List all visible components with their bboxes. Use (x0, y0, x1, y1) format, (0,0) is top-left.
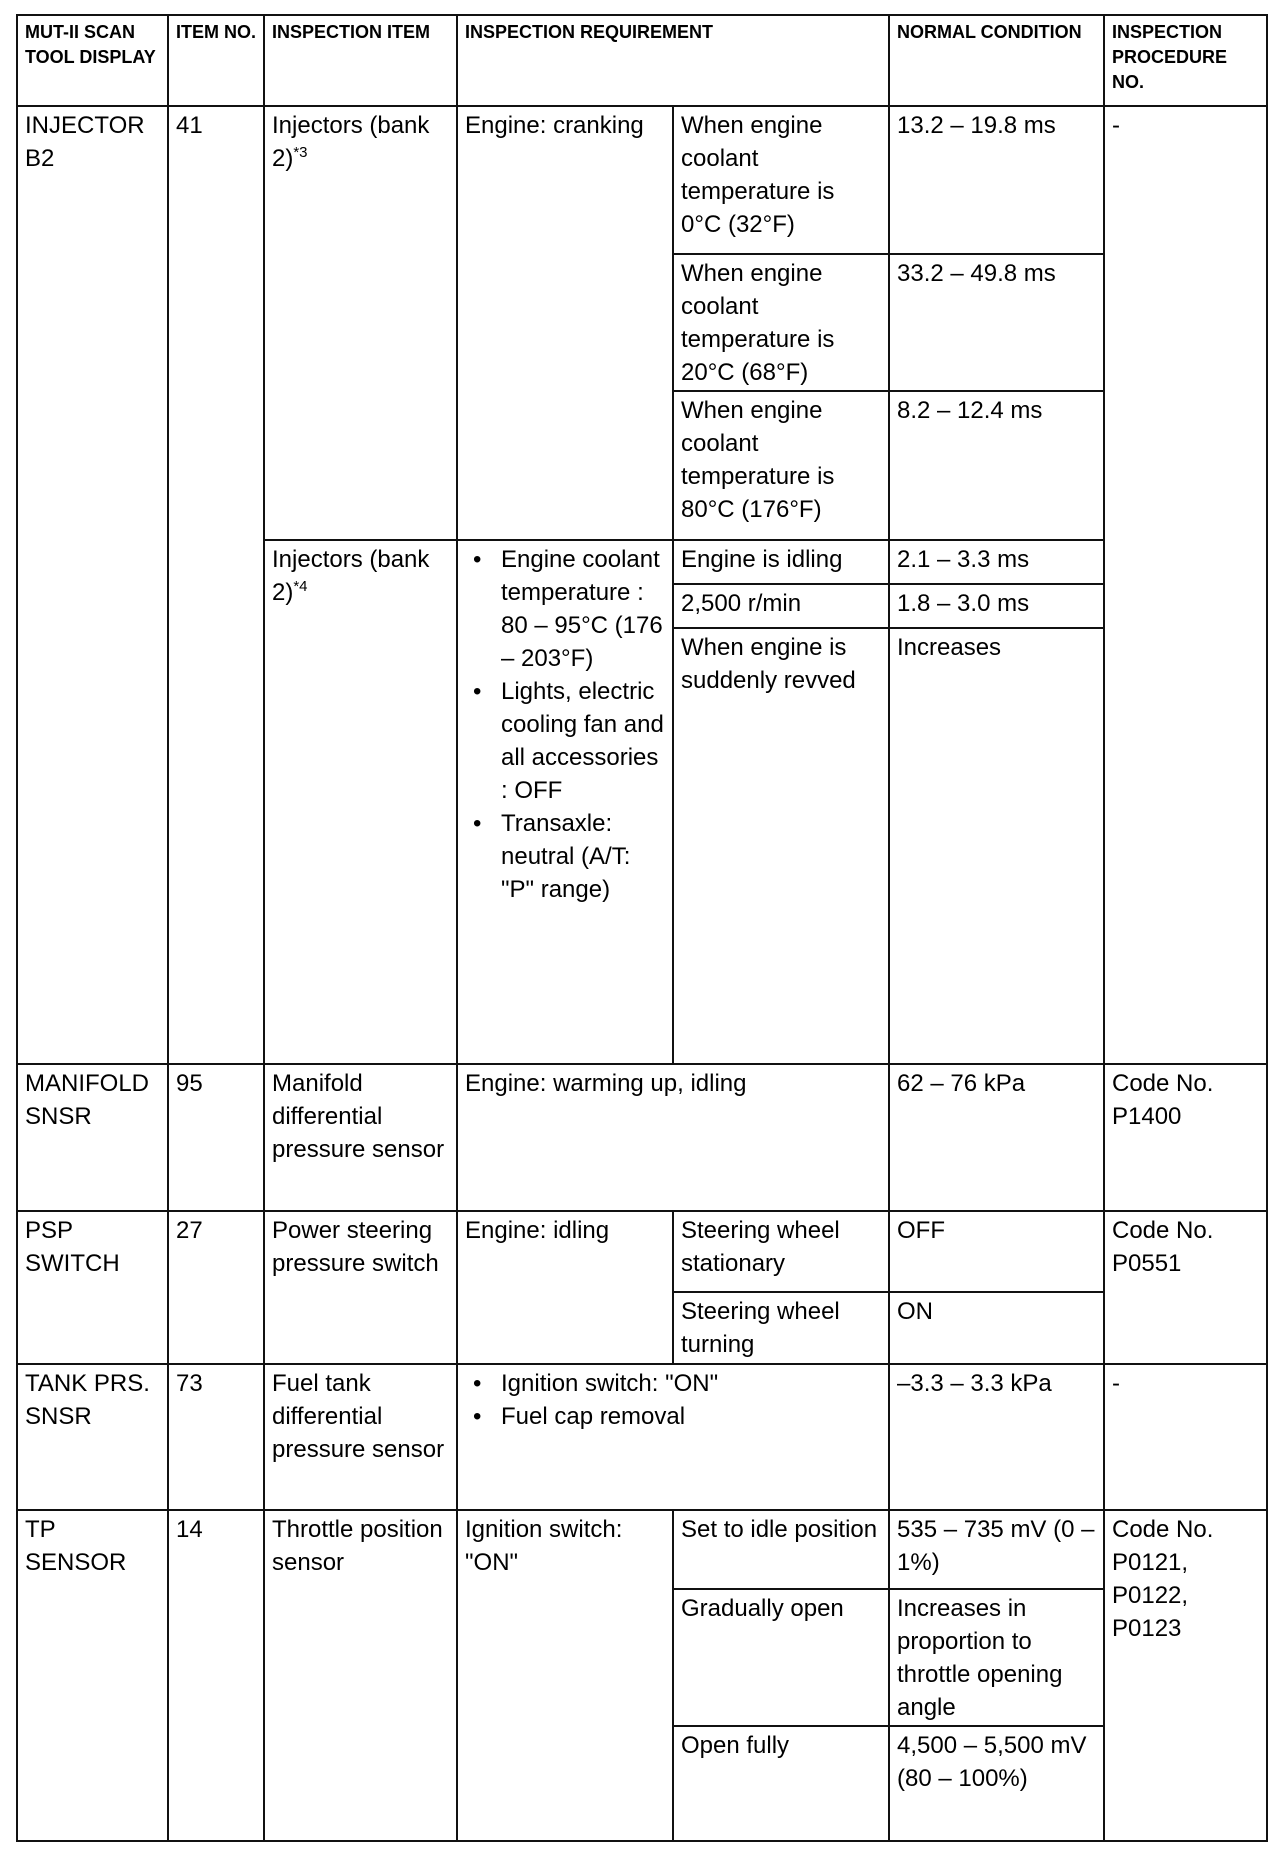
procedure-tank: - (1104, 1364, 1267, 1510)
normal-cell: ON (889, 1292, 1104, 1364)
condition-cell: When engine coolant temperature is 80°C (176°F) (673, 391, 889, 539)
procedure-injector: - (1104, 106, 1267, 1064)
header-procedure-no: INSPECTION PROCEDURE NO. (1104, 15, 1267, 106)
inspection-table (16, 14, 1268, 1842)
condition-cell: When engine coolant temperature is 0°C (32°F) (673, 106, 889, 254)
condition-cell: Engine is idling (673, 540, 889, 584)
item-psp-switch: Power steering pressure switch (264, 1211, 457, 1363)
item-no-tank: 73 (168, 1364, 264, 1510)
list-item: • Fuel cap removal (465, 1400, 881, 1433)
display-psp-switch: PSP SWITCH (17, 1211, 168, 1363)
normal-cell: 62 – 76 kPa (889, 1064, 1104, 1211)
requirement-psp: Engine: idling (457, 1211, 673, 1363)
header-item-no: ITEM NO. (168, 15, 264, 106)
table-row (17, 1211, 1267, 1292)
item-throttle-sensor: Throttle position sensor (264, 1510, 457, 1841)
condition-cell: Set to idle position (673, 1510, 889, 1589)
header-inspection-requirement: INSPECTION REQUIREMENT (457, 15, 889, 106)
item-injectors-idling (264, 540, 457, 1065)
requirement-tank (457, 1364, 889, 1510)
procedure-manifold: Code No. P1400 (1104, 1064, 1267, 1211)
condition-cell: Steering wheel stationary (673, 1211, 889, 1292)
item-no-psp: 27 (168, 1211, 264, 1363)
requirement-bullet-list (465, 1367, 881, 1433)
display-tank-prs-snsr: TANK PRS. SNSR (17, 1364, 168, 1510)
footnote-mark: *3 (293, 143, 308, 161)
normal-cell: OFF (889, 1211, 1104, 1292)
condition-cell: Gradually open (673, 1589, 889, 1726)
normal-cell: Increases (889, 628, 1104, 1064)
item-label: Injectors (bank 2) (272, 111, 430, 172)
header-row (17, 15, 1267, 106)
table-row (17, 1364, 1267, 1510)
normal-cell: 8.2 – 12.4 ms (889, 391, 1104, 539)
table-row (17, 106, 1267, 254)
list-item: • Engine coolant temperature : 80 – 95°C (176 – 203°F) (465, 543, 665, 675)
procedure-psp: Code No. P0551 (1104, 1211, 1267, 1363)
table-row (17, 1064, 1267, 1211)
item-no-tp: 14 (168, 1510, 264, 1841)
requirement-warm-idle (457, 540, 673, 1065)
normal-cell: 2.1 – 3.3 ms (889, 540, 1104, 584)
condition-cell: 2,500 r/min (673, 584, 889, 628)
list-item: • Lights, electric cooling fan and all accessories : OFF (465, 675, 665, 807)
normal-cell: 535 – 735 mV (0 – 1%) (889, 1510, 1104, 1589)
header-normal-condition: NORMAL CONDITION (889, 15, 1104, 106)
header-inspection-item: INSPECTION ITEM (264, 15, 457, 106)
normal-cell: 33.2 – 49.8 ms (889, 254, 1104, 391)
normal-cell: 1.8 – 3.0 ms (889, 584, 1104, 628)
normal-cell: 4,500 – 5,500 mV (80 – 100%) (889, 1726, 1104, 1841)
table-row (17, 1510, 1267, 1589)
requirement-tp: Ignition switch: "ON" (457, 1510, 673, 1841)
list-item: • Ignition switch: "ON" (465, 1367, 881, 1400)
header-display: MUT-II SCAN TOOL DISPLAY (17, 15, 168, 106)
item-injectors-cranking (264, 106, 457, 540)
display-injector-b2: INJECTOR B2 (17, 106, 168, 1064)
item-manifold-sensor: Manifold differential pressure sensor (264, 1064, 457, 1211)
list-item: • Transaxle: neutral (A/T: "P" range) (465, 807, 665, 906)
normal-cell: 13.2 – 19.8 ms (889, 106, 1104, 254)
item-no-injector: 41 (168, 106, 264, 1064)
condition-cell: Open fully (673, 1726, 889, 1841)
item-no-manifold: 95 (168, 1064, 264, 1211)
condition-cell: Steering wheel turning (673, 1292, 889, 1364)
display-tp-sensor: TP SENSOR (17, 1510, 168, 1841)
condition-cell: When engine is suddenly revved (673, 628, 889, 1064)
footnote-mark: *4 (293, 577, 308, 595)
condition-cell: When engine coolant temperature is 20°C (68°F) (673, 254, 889, 391)
requirement-manifold: Engine: warming up, idling (457, 1064, 889, 1211)
item-fuel-tank-sensor: Fuel tank differential pressure sensor (264, 1364, 457, 1510)
requirement-bullet-list (465, 543, 665, 906)
item-label: Injectors (bank 2) (272, 545, 430, 606)
normal-cell: Increases in proportion to throttle opening angle (889, 1589, 1104, 1726)
display-manifold-snsr: MANIFOLD SNSR (17, 1064, 168, 1211)
requirement-cranking: Engine: cranking (457, 106, 673, 540)
procedure-tp: Code No. P0121, P0122, P0123 (1104, 1510, 1267, 1841)
normal-cell: –3.3 – 3.3 kPa (889, 1364, 1104, 1510)
